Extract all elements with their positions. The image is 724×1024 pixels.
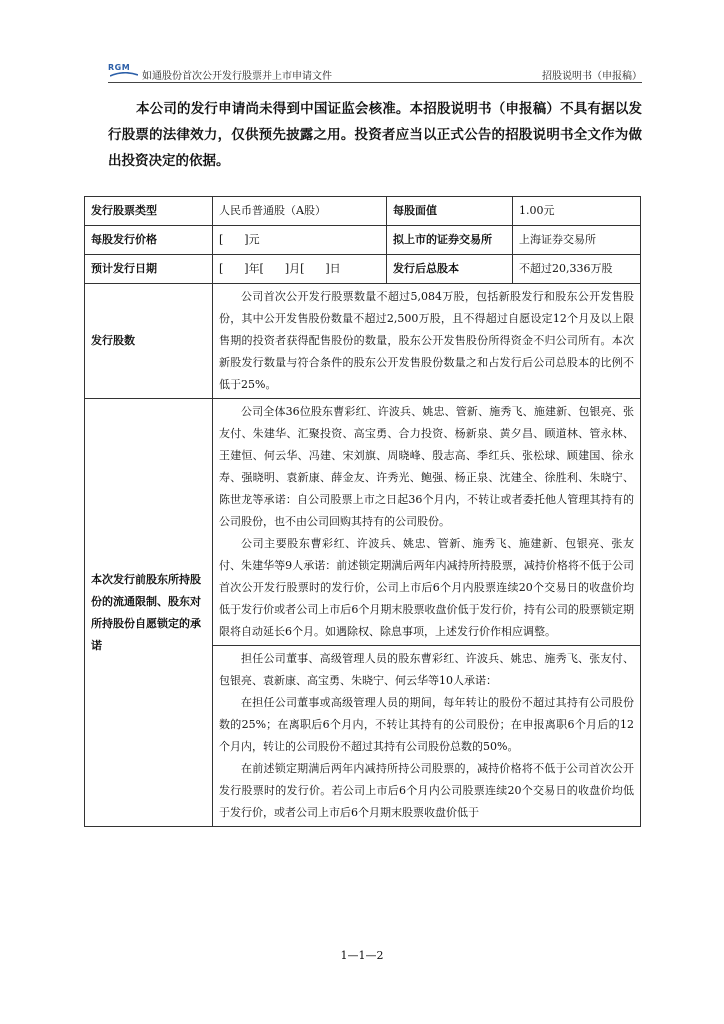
table-row — [85, 284, 641, 399]
page-header — [108, 58, 642, 82]
value-lockup-directors — [213, 646, 641, 827]
header-document-type: 招股说明书（申报稿） — [542, 71, 642, 82]
company-logo — [108, 58, 140, 80]
page-number: 1—1—2 — [340, 949, 384, 962]
value-exchange: 上海证券交易所 — [513, 226, 641, 255]
value-issue-date: [ ]年[ ]月[ ]日 — [213, 255, 387, 284]
paragraph: 公司全体36位股东曹彩红、许波兵、姚忠、管新、施秀飞、施建新、包银亮、张友付、朱建华、汇聚投资、高宝勇、合力投资、杨新泉、黄夕昌、顾道林、管永林、王建恒、何云华、冯建、宋刘旗、周晓峰、殷志高、季红兵、张松球、顾建国、徐永寿、强晓明、袁新康、薛金友、许秀光、鲍强、杨正泉、沈建全、徐胜利、朱晓宁、陈世龙等承诺：自公司股票上市之日起36个月内，不转让或者委托他人管理其持有的公司股份，也不由公司回购其持有的公司股份。 — [219, 405, 634, 528]
label-issue-price: 每股发行价格 — [85, 226, 213, 255]
value-stock-type: 人民币普通股（A股） — [213, 197, 387, 226]
table-row — [85, 197, 641, 226]
label-exchange: 拟上市的证券交易所 — [387, 226, 513, 255]
paragraph: 担任公司董事、高级管理人员的股东曹彩红、许波兵、姚忠、施秀飞、张友付、包银亮、袁新康、高宝勇、朱晓宁、何云华等10人承诺： — [219, 652, 634, 687]
offering-info-table — [84, 196, 641, 827]
value-lockup-all-shareholders — [213, 399, 641, 646]
label-issue-quantity: 发行股数 — [85, 284, 213, 399]
label-stock-type: 发行股票类型 — [85, 197, 213, 226]
paragraph: 公司主要股东曹彩红、许波兵、姚忠、管新、施秀飞、施建新、包银亮、张友付、朱建华等9人承诺：前述锁定期满后两年内减持所持股票，减持价格将不低于公司首次公开发行股票时的发行价，公司上市后6个月内股票连续20个交易日的收盘价均低于发行价或者公司上市后6个月期末股票收盘价低于发行价，持有公司的股票锁定期限将自动延长6个月。如遇除权、除息事项，上述发行价作相应调整。 — [219, 537, 634, 638]
header-document-title: 如通股份首次公开发行股票并上市申请文件 — [142, 71, 332, 82]
value-total-shares: 不超过20,336万股 — [513, 255, 641, 284]
value-par-value: 1.00元 — [513, 197, 641, 226]
value-issue-quantity — [213, 284, 641, 399]
label-par-value: 每股面值 — [387, 197, 513, 226]
paragraph: 在前述锁定期满后两年内减持所持公司股票的，减持价格将不低于公司首次公开发行股票时的发行价。若公司上市后6个月内公司股票连续20个交易日的收盘价均低于发行价，或者公司上市后6个月期末股票收盘价低于 — [219, 762, 634, 819]
logo-swoosh-icon — [110, 72, 138, 78]
disclaimer-notice: 本公司的发行申请尚未得到中国证监会核准。本招股说明书（申报稿）不具有据以发行股票的法律效力，仅供预先披露之用。投资者应当以正式公告的招股说明书全文作为做出投资决定的依据。 — [108, 101, 642, 169]
paragraph: 在担任公司董事或高级管理人员的期间，每年转让的股份不超过其持有公司股份数的25%；在离职后6个月内，不转让其持有的公司股份；在申报离职6个月后的12个月内，转让的公司股份不超过其持有公司股份总数的50%。 — [219, 696, 634, 753]
header-divider — [108, 82, 642, 83]
table-row — [85, 399, 641, 646]
paragraph: 公司首次公开发行股票数量不超过5,084万股，包括新股发行和股东公开发售股份，其中公开发售股份数量不超过2,500万股，且不得超过自愿设定12个月及以上限售期的投资者获得配售股份的数量，股东公开发售股份所得资金不归公司所有。本次新股发行数量与符合条件的股东公开发售股份数量之和占发行后公司总股本的比例不低于25%。 — [219, 290, 634, 391]
table-row — [85, 255, 641, 284]
value-issue-price: [ ]元 — [213, 226, 387, 255]
label-issue-date: 预计发行日期 — [85, 255, 213, 284]
logo-text: RGM — [108, 63, 131, 72]
label-lockup-commitments: 本次发行前股东所持股份的流通限制、股东对所持股份自愿锁定的承诺 — [85, 399, 213, 827]
table-row — [85, 226, 641, 255]
label-total-shares: 发行后总股本 — [387, 255, 513, 284]
